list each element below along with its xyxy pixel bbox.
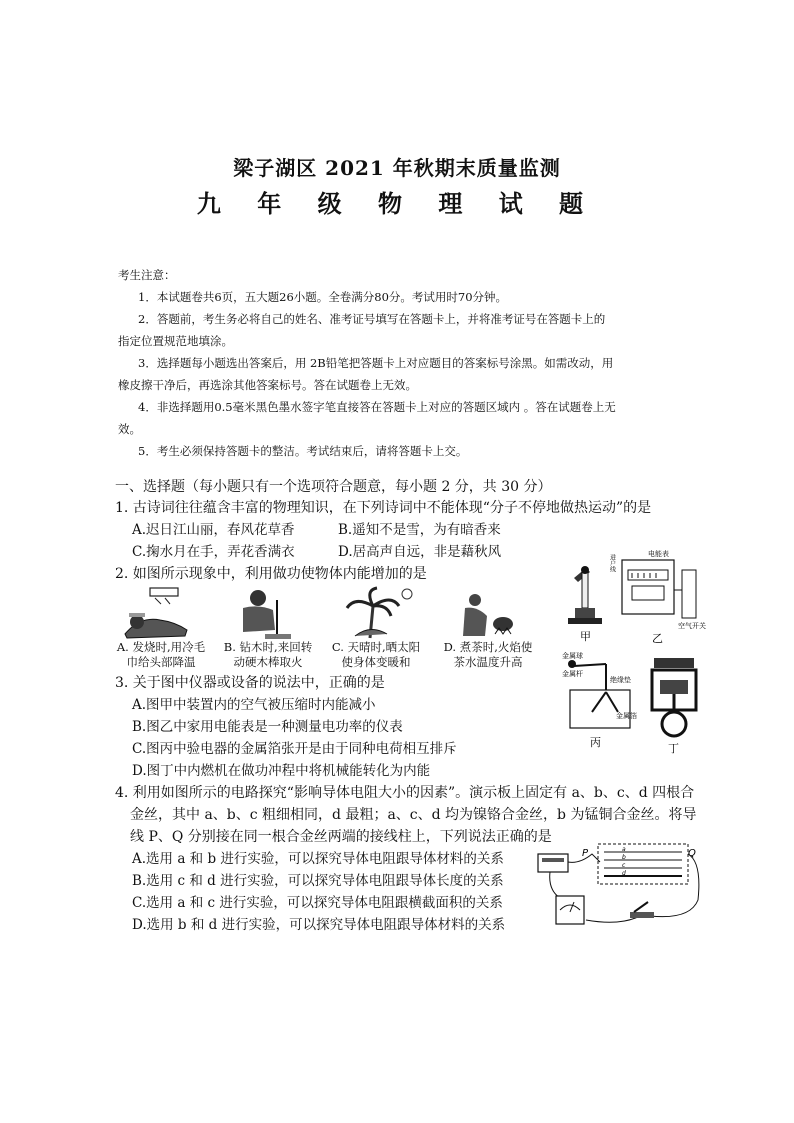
q2-figure-d — [463, 594, 513, 636]
q4-stem-line3: 线 P、Q 分别接在同一根合金丝两端的接线柱上，下列说法正确的是 — [130, 829, 552, 845]
lead-label-p: P — [582, 848, 589, 859]
q4-stem-line1: 4. 利用如图所示的电路探究“影响导体电阻大小的因素”。演示板上固定有 a、b、c、d 四根合 — [115, 785, 695, 801]
q3-option-c: C.图丙中验电器的金属箔张开是由于同种电荷相互排斥 — [132, 741, 457, 757]
q3-label-rod: 金属杆 — [562, 670, 583, 678]
q1-option-b: B.遥知不是雪，为有暗香来 — [338, 522, 501, 538]
notice-item-2: 2．答题前，考生务必将自己的姓名、准考证号填写在答题卡上，并将准考证号在答题卡上的 — [138, 312, 606, 326]
q3-label-bing: 丙 — [590, 736, 601, 749]
q2-caption-c-line2: 使身体变暖和 — [341, 655, 411, 669]
q2-stem: 2. 如图所示现象中，利用做功使物体内能增加的是 — [115, 566, 427, 582]
q3-label-yi: 乙 — [652, 632, 663, 645]
q2-caption-c — [330, 640, 422, 670]
q2-figure-c — [347, 588, 412, 638]
q2-illustrations — [115, 586, 555, 642]
q2-caption-a-line1: A. 发烧时,用冷毛 — [116, 640, 206, 654]
wire-label-a: a — [622, 846, 626, 853]
q4-option-a: A.选用 a 和 b 进行实验，可以探究导体电阻跟导体材料的关系 — [132, 851, 504, 867]
switch — [630, 912, 654, 918]
q3-stem: 3. 关于图中仪器或设备的说法中，正确的是 — [115, 675, 385, 691]
q3-figure-jia — [568, 566, 602, 643]
q1-stem: 1. 古诗词往往蕴含丰富的物理知识，在下列诗词中不能体现“分子不停地做热运动”的是 — [115, 500, 652, 516]
notice-item-3-cont: 橡皮擦干净后，再选涂其他答案标号。答在试题卷上无效。 — [118, 378, 417, 392]
wire-label-d: d — [622, 870, 626, 877]
q3-figure-yi — [609, 549, 707, 645]
lead-label-q: Q — [688, 848, 696, 859]
resistance-board — [598, 844, 688, 884]
q3-figure-ding — [652, 658, 696, 755]
q1-option-d: D.居高声自远，非是藉秋风 — [338, 544, 502, 560]
q2-caption-a-line2: 巾给头部降温 — [126, 655, 196, 669]
wire-label-c: c — [622, 862, 626, 869]
q1-option-a: A.迟日江山丽，春风花草香 — [132, 522, 295, 538]
notice-item-5: 5．考生必须保持答题卡的整洁。考试结束后，请将答题卡上交。 — [138, 444, 468, 458]
q2-caption-d — [442, 640, 534, 670]
q3-figures — [560, 540, 730, 780]
q2-caption-b-line2: 动硬木棒取火 — [233, 655, 303, 669]
q4-option-d: D.选用 b 和 d 进行实验，可以探究导体电阻跟导体材料的关系 — [132, 917, 506, 933]
q4-option-c: C.选用 a 和 c 进行实验，可以探究导体电阻跟横截面积的关系 — [132, 895, 503, 911]
q3-label-jia: 甲 — [580, 630, 591, 643]
q2-figure-b — [243, 590, 291, 639]
q3-label-meter: 电能表 — [648, 550, 669, 558]
q3-option-d: D.图丁中内燃机在做功冲程中将机械能转化为内能 — [132, 763, 431, 779]
q1-option-c: C.掬水月在手，弄花香满衣 — [132, 544, 295, 560]
power-supply — [538, 854, 568, 872]
notice-item-4-cont: 效。 — [118, 422, 141, 436]
q3-option-a: A.图甲中装置内的空气被压缩时内能减小 — [132, 697, 376, 713]
q2-caption-d-line1: D. 煮茶时,火焰使 — [443, 640, 533, 654]
q3-label-ball: 金属球 — [562, 652, 583, 660]
q3-label-switch: 空气开关 — [678, 622, 706, 630]
q2-caption-d-line2: 茶水温度升高 — [453, 655, 523, 669]
notice-item-4: 4．非选择题用0.5毫米黑色墨水签字笔直接答在答题卡上对应的答题区域内 。答在试题卷上无 — [138, 400, 616, 414]
wire-label-b: b — [622, 854, 626, 861]
q2-figure-a — [125, 588, 187, 638]
exam-subtitle: 九 年 级 物 理 试 题 — [196, 189, 598, 218]
q3-label-insulator: 绝缘垫 — [610, 676, 631, 684]
notice-item-3: 3．选择题每小题选出答案后，用 2B铅笔把答题卡上对应题目的答案标号涂黑。如需改动，用 — [138, 356, 614, 370]
q3-label-foil: 金属箔 — [616, 712, 637, 720]
q2-caption-a — [115, 640, 207, 670]
q4-option-b: B.选用 c 和 d 进行实验，可以探究导体电阻跟导体长度的关系 — [132, 873, 504, 889]
q3-option-b: B.图乙中家用电能表是一种测量电功率的仪表 — [132, 719, 403, 735]
q4-circuit-figure — [530, 840, 730, 932]
q3-label-inlet: 进户线 — [608, 554, 616, 572]
q4-stem-line2: 金丝，其中 a、b、c 粗细相同，d 最粗；a、c、d 均为镍铬合金丝，b 为锰铜合金丝。将导 — [130, 807, 697, 823]
q2-caption-b-line1: B. 钻木时,来回转 — [223, 640, 313, 654]
q2-caption-b — [222, 640, 314, 670]
notice-item-1: 1．本试题卷共6页，五大题26小题。全卷满分80分。考试用时70分钟。 — [138, 290, 508, 304]
notice-item-2-cont: 指定位置规范地填涂。 — [118, 334, 233, 348]
q3-label-ding: 丁 — [668, 742, 679, 755]
q2-caption-c-line1: C. 天晴时,晒太阳 — [331, 640, 421, 654]
notice-heading: 考生注意： — [118, 268, 176, 282]
q3-figure-bing — [562, 651, 637, 749]
exam-title: 梁子湖区 2021 年秋期末质量监测 — [233, 156, 561, 180]
section-heading: 一、选择题（每小题只有一个选项符合题意，每小题 2 分，共 30 分） — [115, 479, 552, 495]
